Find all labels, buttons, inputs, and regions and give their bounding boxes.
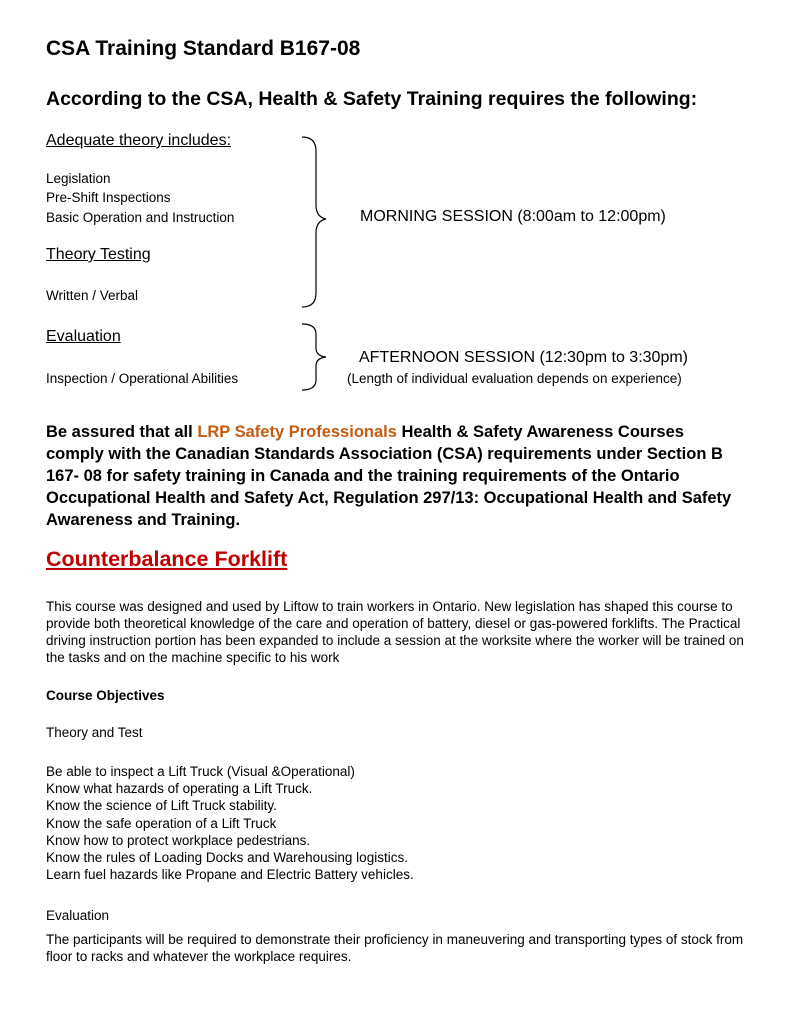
evaluation-item: Inspection / Operational Abilities [46, 371, 239, 386]
objectives-list [46, 763, 414, 883]
page-title: CSA Training Standard B167-08 [46, 37, 361, 60]
course-title: Counterbalance Forklift [46, 547, 288, 571]
evaluation-heading: Evaluation [46, 328, 121, 345]
objectives-heading: Course Objectives [46, 688, 165, 703]
afternoon-note: (Length of individual evaluation depends on experience) [347, 371, 682, 386]
morning-session: MORNING SESSION (8:00am to 12:00pm) [360, 208, 666, 225]
objective-item: Know what hazards of operating a Lift Truck. [46, 781, 313, 797]
objective-item: Learn fuel hazards like Propane and Electric Battery vehicles. [46, 867, 414, 883]
theory-item: Basic Operation and Instruction [46, 210, 235, 225]
course-evaluation-heading: Evaluation [46, 908, 110, 923]
page-subtitle: According to the CSA, Health & Safety Training requires the following: [46, 88, 698, 110]
theory-heading: Adequate theory includes: [46, 132, 232, 149]
objective-item: Know the science of Lift Truck stability. [46, 798, 277, 814]
assurance-prefix: Be assured that all [46, 423, 198, 441]
brand-name: LRP Safety Professionals [197, 423, 397, 441]
testing-item: Written / Verbal [46, 288, 139, 303]
objective-item: Know the rules of Loading Docks and Warehousing logistics. [46, 850, 408, 866]
afternoon-brace-icon [300, 322, 330, 392]
objective-item: Know the safe operation of a Lift Truck [46, 815, 277, 831]
theory-and-test-label: Theory and Test [46, 725, 143, 740]
testing-heading: Theory Testing [46, 246, 151, 263]
course-description: This course was designed and used by Liftow to train workers in Ontario. New legislation has shaped this course to provide both theoretical knowledge of the care and operation of battery, diesel or gas-powered forklifts. The Practical driving instruction portion has been expanded to include a session at the worksite where the worker will be trained on the tasks and on the machine specific to his work [46, 599, 744, 665]
objective-item: Know how to protect workplace pedestrians. [46, 832, 311, 848]
afternoon-session: AFTERNOON SESSION (12:30pm to 3:30pm) [359, 349, 688, 366]
objective-item: Be able to inspect a Lift Truck (Visual &Operational) [46, 764, 355, 779]
course-evaluation-text: The participants will be required to demonstrate their proficiency in maneuvering and transporting types of stock from floor to racks and whatever the workplace requires. [46, 932, 744, 964]
theory-item: Pre-Shift Inspections [46, 190, 171, 205]
assurance-suffix: Health & Safety Awareness Courses comply with the Canadian Standards Association (CSA) requirements under Section B 167- 08 for safety training in Canada and the training requirements of the Ontario Occupational Health and Safety Act, Regulation 297/13: Occupational Health and Safety Awareness and Training. [46, 423, 732, 529]
theory-item: Legislation [46, 171, 111, 186]
morning-brace-icon [300, 135, 330, 310]
assurance-paragraph [46, 421, 746, 531]
